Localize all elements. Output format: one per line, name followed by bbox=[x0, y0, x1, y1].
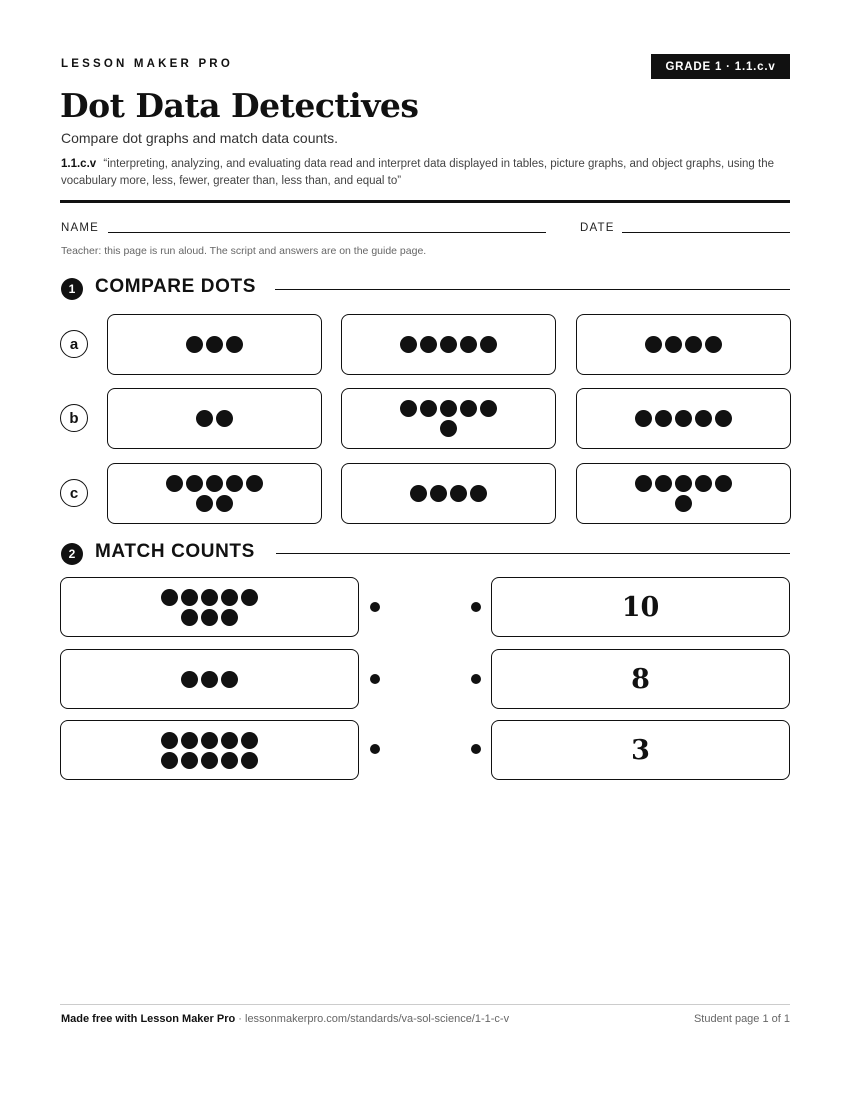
dot bbox=[161, 752, 178, 769]
match-dots-box-1[interactable] bbox=[60, 577, 359, 637]
dot bbox=[241, 732, 258, 749]
match-connector-left-3[interactable] bbox=[370, 744, 380, 754]
dot bbox=[480, 400, 497, 417]
section-1-title: COMPARE DOTS bbox=[95, 276, 256, 297]
compare-box-a3[interactable] bbox=[576, 314, 791, 375]
dot-row bbox=[410, 485, 487, 502]
dot-row bbox=[161, 732, 258, 749]
compare-box-a1[interactable] bbox=[107, 314, 322, 375]
date-field[interactable] bbox=[622, 232, 790, 233]
dot bbox=[655, 410, 672, 427]
dot bbox=[206, 475, 223, 492]
compare-box-b1[interactable] bbox=[107, 388, 322, 449]
dot bbox=[216, 495, 233, 512]
dot bbox=[675, 475, 692, 492]
dot bbox=[440, 336, 457, 353]
dot-row bbox=[161, 589, 258, 606]
dot bbox=[480, 336, 497, 353]
dot bbox=[635, 475, 652, 492]
row-a-letter: a bbox=[60, 330, 88, 358]
footer-made-with: Made free with Lesson Maker Pro bbox=[61, 1013, 236, 1025]
match-number-1: 10 bbox=[621, 591, 660, 623]
dot bbox=[685, 336, 702, 353]
match-connector-right-3[interactable] bbox=[471, 744, 481, 754]
dot bbox=[201, 589, 218, 606]
dot bbox=[241, 752, 258, 769]
dot bbox=[400, 400, 417, 417]
dot bbox=[420, 400, 437, 417]
dot-row bbox=[196, 495, 233, 512]
section-2-number: 2 bbox=[61, 543, 83, 565]
brand-label: LESSON MAKER PRO bbox=[61, 58, 233, 70]
dot bbox=[226, 336, 243, 353]
match-dots-box-3[interactable] bbox=[60, 720, 359, 780]
dot bbox=[186, 336, 203, 353]
dot bbox=[695, 410, 712, 427]
dot-row bbox=[675, 495, 692, 512]
page-subtitle: Compare dot graphs and match data counts. bbox=[61, 130, 339, 146]
dot bbox=[410, 485, 427, 502]
row-c-letter: c bbox=[60, 479, 88, 507]
compare-box-b3[interactable] bbox=[576, 388, 791, 449]
dot bbox=[161, 732, 178, 749]
dot bbox=[635, 410, 652, 427]
dot bbox=[181, 609, 198, 626]
dot bbox=[655, 475, 672, 492]
dot bbox=[675, 410, 692, 427]
dot-row bbox=[166, 475, 263, 492]
dot bbox=[460, 336, 477, 353]
dot bbox=[206, 336, 223, 353]
compare-box-c1[interactable] bbox=[107, 463, 322, 524]
match-number-3: 3 bbox=[631, 734, 650, 766]
dot bbox=[645, 336, 662, 353]
dot bbox=[695, 475, 712, 492]
date-label: DATE bbox=[580, 222, 615, 234]
dot-row bbox=[181, 609, 238, 626]
compare-box-a2[interactable] bbox=[341, 314, 556, 375]
standard-code: 1.1.c.v bbox=[61, 158, 97, 170]
dot bbox=[440, 420, 457, 437]
dot bbox=[460, 400, 477, 417]
match-number-2: 8 bbox=[631, 663, 650, 695]
dot bbox=[400, 336, 417, 353]
dot-row bbox=[400, 336, 497, 353]
teacher-note: Teacher: this page is run aloud. The script and answers are on the guide page. bbox=[61, 245, 427, 257]
dot bbox=[216, 410, 233, 427]
dot bbox=[196, 410, 213, 427]
match-connector-right-1[interactable] bbox=[471, 602, 481, 612]
header-divider bbox=[60, 200, 790, 203]
dot bbox=[201, 609, 218, 626]
dot bbox=[221, 752, 238, 769]
dot bbox=[201, 752, 218, 769]
dot bbox=[430, 485, 447, 502]
dot bbox=[181, 589, 198, 606]
dot bbox=[705, 336, 722, 353]
standard-description bbox=[61, 156, 791, 190]
dot-row bbox=[635, 475, 732, 492]
footer-page-number: Student page 1 of 1 bbox=[693, 1013, 790, 1025]
name-field[interactable] bbox=[108, 232, 546, 233]
dot bbox=[161, 589, 178, 606]
dot bbox=[201, 671, 218, 688]
match-connector-left-1[interactable] bbox=[370, 602, 380, 612]
dot-row bbox=[440, 420, 457, 437]
grade-badge: GRADE 1 · 1.1.c.v bbox=[651, 54, 790, 79]
section-1-rule bbox=[275, 289, 790, 290]
compare-box-c2[interactable] bbox=[341, 463, 556, 524]
dot bbox=[181, 671, 198, 688]
dot bbox=[221, 732, 238, 749]
dot-row bbox=[635, 410, 732, 427]
dot bbox=[181, 732, 198, 749]
compare-box-c3[interactable] bbox=[576, 463, 791, 524]
dot bbox=[226, 475, 243, 492]
dot bbox=[166, 475, 183, 492]
dot bbox=[246, 475, 263, 492]
section-2-title: MATCH COUNTS bbox=[95, 541, 255, 562]
name-label: NAME bbox=[61, 222, 100, 234]
footer-divider bbox=[60, 1004, 790, 1005]
footer-credit bbox=[61, 1013, 509, 1025]
dot bbox=[221, 589, 238, 606]
standard-text: “interpreting, analyzing, and evaluating data read and interpret data displayed in tables, picture graphs, and object graphs, using the vocabulary more, less, fewer, greater than, less than, and equal to” bbox=[61, 158, 775, 187]
section-2-rule bbox=[276, 553, 790, 554]
dot-row bbox=[181, 671, 238, 688]
dot bbox=[715, 410, 732, 427]
match-number-box-3[interactable] bbox=[491, 720, 790, 780]
dot bbox=[186, 475, 203, 492]
compare-box-b2[interactable] bbox=[341, 388, 556, 449]
match-connector-left-2[interactable] bbox=[370, 674, 380, 684]
dot bbox=[201, 732, 218, 749]
dot bbox=[675, 495, 692, 512]
dot bbox=[241, 589, 258, 606]
dot bbox=[221, 671, 238, 688]
dot bbox=[450, 485, 467, 502]
match-dots-box-2[interactable] bbox=[60, 649, 359, 709]
dot bbox=[420, 336, 437, 353]
dot-row bbox=[161, 752, 258, 769]
dot-row bbox=[400, 400, 497, 417]
page-title: Dot Data Detectives bbox=[60, 86, 419, 125]
dot bbox=[715, 475, 732, 492]
section-1-number: 1 bbox=[61, 278, 83, 300]
match-number-box-1[interactable] bbox=[491, 577, 790, 637]
footer-url[interactable]: · lessonmakerpro.com/standards/va-sol-science/1-1-c-v bbox=[235, 1013, 510, 1025]
dot-row bbox=[645, 336, 722, 353]
dot bbox=[196, 495, 213, 512]
match-connector-right-2[interactable] bbox=[471, 674, 481, 684]
dot bbox=[221, 609, 238, 626]
match-number-box-2[interactable] bbox=[491, 649, 790, 709]
dot-row bbox=[196, 410, 233, 427]
dot bbox=[470, 485, 487, 502]
dot-row bbox=[186, 336, 243, 353]
dot bbox=[440, 400, 457, 417]
dot bbox=[665, 336, 682, 353]
row-b-letter: b bbox=[60, 404, 88, 432]
dot bbox=[181, 752, 198, 769]
